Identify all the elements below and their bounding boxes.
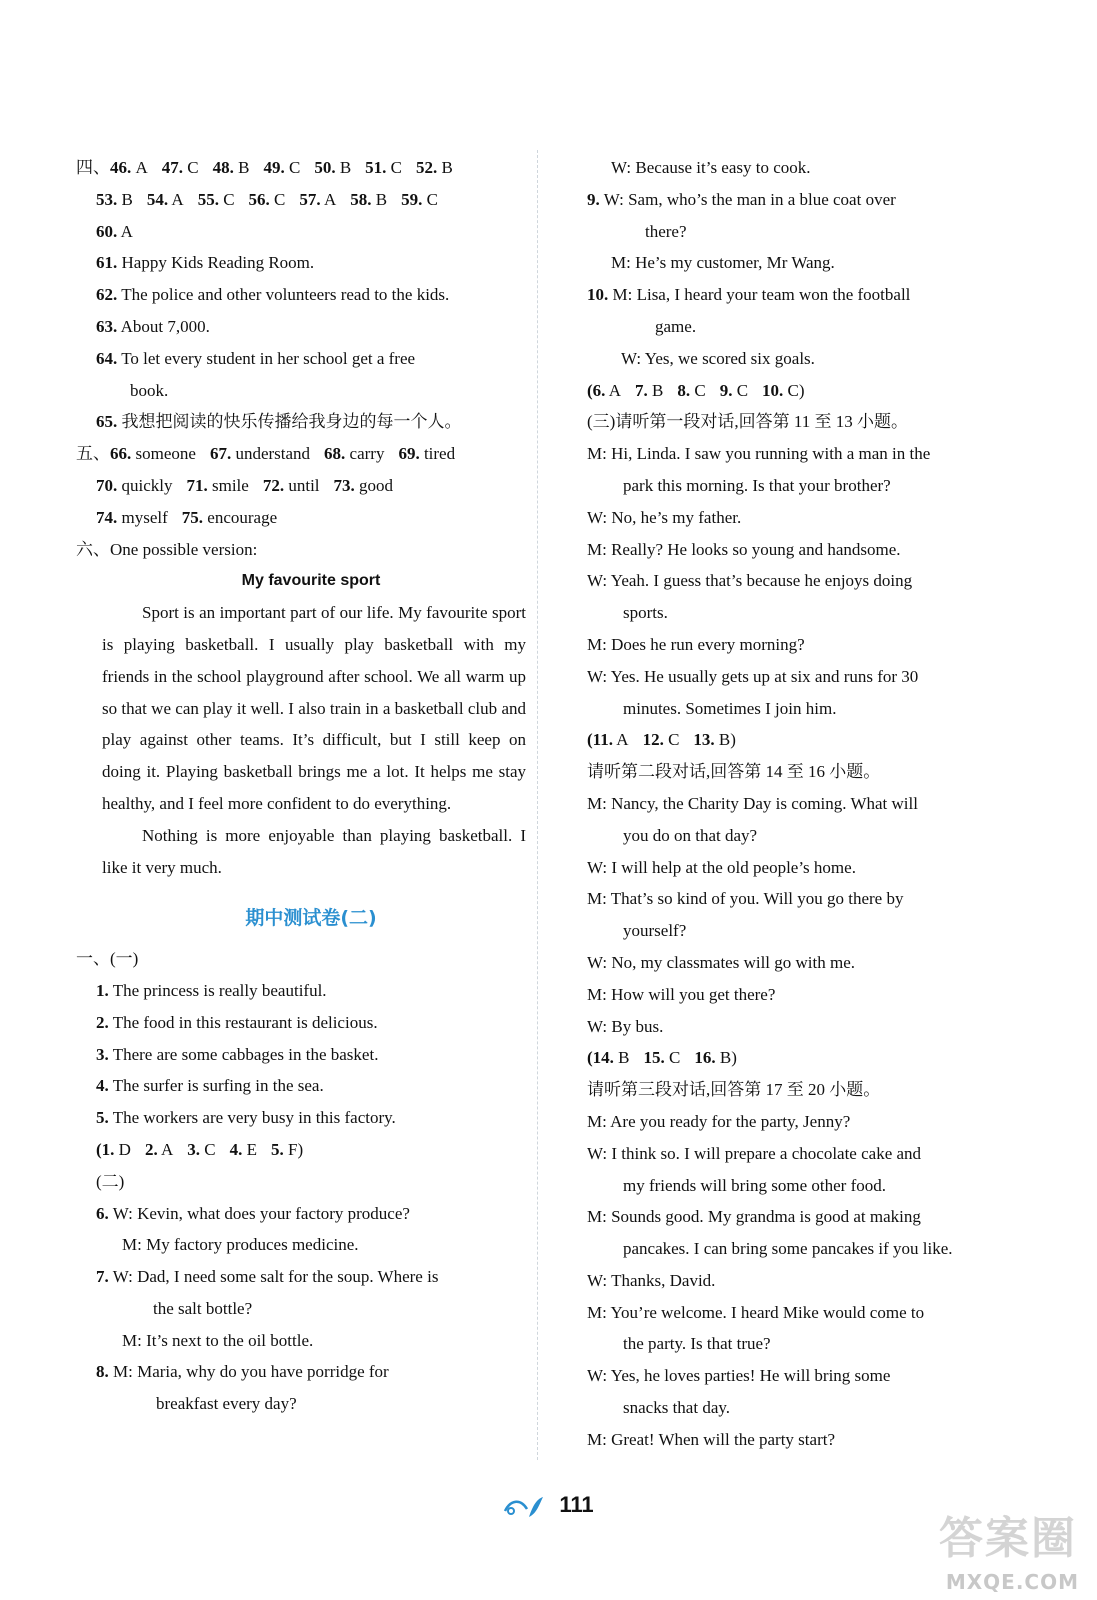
answer-row (96, 216, 526, 248)
answer-number: 57. (299, 189, 321, 209)
dialogue-line: M: It’s next to the oil bottle. (122, 1330, 314, 1350)
answer-pair (213, 158, 250, 177)
dialogue-line: M: Great! When will the party start? (587, 1429, 835, 1449)
section-label: 一、(一) (76, 949, 139, 969)
answer-value: B (618, 1048, 630, 1068)
section-label: 五、 (76, 444, 110, 464)
dialogue-line: M: That’s so kind of you. Will you go there by (587, 889, 904, 909)
answer-pair (96, 1140, 131, 1159)
answer-value: C (223, 189, 235, 209)
answer-number: 75. (181, 507, 204, 527)
dialogue-line-continued: park this morning. Is that your brother? (623, 475, 891, 495)
answer-number: 58. (350, 189, 372, 209)
answer-pair (324, 444, 384, 463)
dialogue-line-continued: you do on that day? (623, 825, 758, 845)
answer-value: C (390, 158, 402, 177)
answer-number: (11. (587, 730, 613, 750)
section-label: 六、 (76, 539, 110, 559)
answer-row (96, 1134, 526, 1166)
dialogue-line: W: I will help at the old people’s home. (587, 857, 856, 877)
answer-item: 63. About 7,000. (96, 316, 210, 336)
answer-value: C (288, 158, 301, 177)
answer-value: C (694, 380, 706, 400)
answer-value: B) (718, 730, 736, 750)
answer-value: C) (787, 380, 805, 400)
answer-number: 68. (324, 444, 346, 464)
answer-value: B (441, 158, 453, 177)
dialogue-line: M: Does he run every morning? (587, 634, 805, 654)
answer-value: C (736, 380, 749, 400)
dialogue-line: W: Yes. He usually gets up at six and runs for 30 (587, 666, 919, 686)
answer-number: 49. (263, 158, 285, 177)
left-column (76, 152, 526, 1420)
sentence-item: 1. The princess is really beautiful. (96, 980, 327, 1000)
answer-pair (644, 1048, 681, 1067)
dialogue-line: M: Hi, Linda. I saw you running with a man in the (587, 444, 931, 464)
answer-number: 8. (677, 380, 691, 400)
answer-pair (198, 190, 235, 209)
answer-pair (762, 381, 805, 400)
answer-number: 5. (271, 1139, 284, 1159)
answer-number: 51. (365, 158, 387, 177)
answer-pair (314, 158, 351, 177)
answer-item: 65. 我想把阅读的快乐传播给我身边的每一个人。 (96, 412, 462, 432)
dialogue-line: M: Nancy, the Charity Day is coming. What will (587, 793, 918, 813)
dialogue-line: M: How will you get there? (587, 984, 776, 1004)
answer-number: 69. (398, 444, 420, 464)
answer-value: B (238, 158, 250, 177)
answer-number: 48. (212, 158, 234, 177)
dialogue-line: 9. W: Sam, who’s the man in a blue coat over (587, 189, 896, 209)
answer-value: A (171, 189, 184, 209)
answer-number: 12. (642, 730, 664, 750)
answer-number: 73. (333, 475, 355, 495)
answer-pair (187, 1140, 215, 1159)
answer-value: A (323, 189, 337, 209)
answer-number: 56. (248, 189, 270, 209)
answer-value: A (616, 730, 629, 750)
essay-paragraph: Sport is an important part of our life. My favourite sport is playing basketball. I usually play basketball with my friends in the school playground after school. We all warm up so that we can play it well. I also train in a basketball club and play against other teams. It’s difficult, but I still keep on doing it. Playing basketball brings me a lot. It helps me stay healthy, and I feel more confident to do everything. (102, 603, 526, 813)
dialogue-line: 10. M: Lisa, I heard your team won the football (587, 285, 911, 305)
dialogue-line: W: I think so. I will prepare a chocolate cake and (587, 1143, 922, 1163)
section-label: 请听第二段对话,回答第 14 至 16 小题。 (587, 762, 881, 782)
dialogue-line: W: Yes, we scored six goals. (621, 348, 815, 368)
dialogue-line-continued: my friends will bring some other food. (623, 1175, 886, 1195)
watermark-site: MXQE.COM (945, 1570, 1079, 1594)
dialogue-line: W: Yeah. I guess that’s because he enjoys doing (587, 571, 913, 591)
answer-value: E (246, 1139, 258, 1159)
answer-pair (720, 381, 748, 400)
answer-pair (299, 190, 336, 209)
sentence-item: 5. The workers are very busy in this factory. (96, 1108, 396, 1128)
answer-row (587, 724, 1017, 756)
section-intro: 六、One possible version: (76, 539, 258, 559)
answer-value: encourage (207, 507, 278, 527)
answer-number: 53. (96, 189, 118, 209)
section-label: (三)请听第一段对话,回答第 11 至 13 小题。 (587, 412, 908, 432)
dialogue-line: M: Are you ready for the party, Jenny? (587, 1111, 851, 1131)
answer-number: 7. (635, 380, 648, 400)
answer-value: A (608, 380, 622, 400)
dialogue-line: W: Yes, he loves parties! He will bring some (587, 1366, 891, 1386)
dialogue-line: 8. M: Maria, why do you have porridge for (96, 1362, 389, 1382)
section-label: 请听第三段对话,回答第 17 至 20 小题。 (587, 1080, 881, 1100)
answer-pair (334, 476, 394, 495)
answer-item: 62. The police and other volunteers read to the kids. (96, 285, 450, 305)
page-number: 111 (559, 1492, 594, 1517)
column-divider (537, 150, 538, 1460)
dialogue-line-continued: pancakes. I can bring some pancakes if you like. (623, 1239, 953, 1259)
answer-value: B (652, 380, 664, 400)
answer-number: 46. (110, 158, 132, 177)
watermark-logo: 答案圈 (939, 1513, 1077, 1564)
dialogue-line: W: Because it’s easy to cook. (611, 158, 811, 177)
answer-value: C (668, 730, 680, 750)
answer-number: 50. (314, 158, 336, 177)
answer-number: 59. (401, 189, 423, 209)
answer-pair (271, 1140, 303, 1159)
answer-pair (210, 444, 310, 463)
answer-number: 55. (197, 189, 219, 209)
answer-value: tired (423, 444, 456, 464)
answer-pair (147, 190, 184, 209)
answer-number: 54. (146, 189, 169, 209)
sentence-item: 4. The surfer is surfing in the sea. (96, 1076, 324, 1096)
answer-value: B (339, 158, 352, 177)
answer-pair (694, 1048, 737, 1067)
answer-pair (96, 222, 133, 241)
dialogue-line: W: By bus. (587, 1016, 664, 1036)
answer-value: C (426, 189, 438, 209)
answer-value: C (204, 1139, 216, 1159)
answer-pair (110, 158, 148, 177)
midterm-title: 期中测试卷(二) (245, 907, 377, 930)
answer-value: A (135, 158, 148, 177)
answer-number: 16. (694, 1048, 716, 1068)
answer-number: 70. (96, 475, 118, 495)
answer-value: good (359, 475, 394, 495)
section-label: 四、 (76, 158, 110, 177)
answer-pair (635, 381, 663, 400)
answer-number: 2. (144, 1139, 158, 1159)
right-column (587, 152, 1017, 1456)
answer-number: 66. (110, 444, 132, 464)
answer-pair (263, 158, 300, 177)
answer-value: C (274, 189, 286, 209)
answer-pair (587, 381, 621, 400)
answer-number: 60. (96, 221, 118, 241)
answer-row (587, 1042, 1017, 1074)
answer-pair (587, 730, 629, 749)
answer-value: someone (135, 444, 196, 464)
dialogue-line: M: My factory produces medicine. (122, 1235, 359, 1255)
answer-row (76, 438, 526, 470)
answer-value: A (161, 1139, 174, 1159)
answer-pair (249, 190, 286, 209)
answer-pair (162, 158, 199, 177)
answer-value: C (669, 1048, 681, 1068)
answer-number: 10. (762, 380, 784, 400)
dialogue-line-continued: sports. (623, 603, 668, 623)
answer-number: 13. (693, 730, 715, 750)
answer-pair (110, 444, 196, 463)
answer-pair (230, 1140, 257, 1159)
answer-pair (677, 381, 705, 400)
dialogue-line: M: He’s my customer, Mr Wang. (611, 253, 835, 273)
answer-number: 9. (719, 380, 733, 400)
sentence-item: 2. The food in this restaurant is delicious. (96, 1012, 378, 1032)
answer-number: (6. (587, 380, 606, 400)
answer-number: (1. (96, 1139, 115, 1159)
answer-pair (187, 476, 249, 495)
dialogue-line: 7. W: Dad, I need some salt for the soup. Where is (96, 1267, 439, 1287)
answer-pair (145, 1140, 173, 1159)
answer-value: A (120, 221, 133, 241)
answer-item-continued: book. (130, 380, 169, 400)
dialogue-line-continued: minutes. Sometimes I join him. (623, 698, 837, 718)
answer-pair (416, 158, 453, 177)
answer-row (96, 470, 526, 502)
answer-row (76, 152, 526, 184)
dialogue-line-continued: snacks that day. (623, 1398, 731, 1418)
answer-pair (350, 190, 387, 209)
essay-title: My favourite sport (241, 572, 381, 590)
dialogue-line: M: Really? He looks so young and handsome. (587, 539, 901, 559)
answer-number: 47. (161, 158, 184, 177)
answer-number: 4. (229, 1139, 243, 1159)
answer-value: smile (212, 475, 249, 495)
answer-pair (401, 190, 438, 209)
dialogue-line: M: Sounds good. My grandma is good at making (587, 1207, 921, 1227)
dialogue-line-continued: the salt bottle? (153, 1298, 253, 1318)
answer-number: 15. (643, 1048, 665, 1068)
answer-pair (182, 508, 277, 527)
dialogue-line-continued: yourself? (623, 921, 687, 941)
answer-pair (96, 476, 173, 495)
answer-number: 52. (416, 158, 438, 177)
answer-number: 71. (186, 475, 208, 495)
answer-value: B (375, 189, 388, 209)
answer-number: 72. (262, 475, 285, 495)
section-label: (二) (96, 1171, 125, 1191)
answer-item: 61. Happy Kids Reading Room. (96, 253, 315, 273)
answer-value: carry (349, 444, 385, 464)
answer-pair (587, 1048, 630, 1067)
answer-pair (365, 158, 402, 177)
answer-number: 3. (187, 1139, 201, 1159)
answer-pair (96, 508, 168, 527)
answer-number: 74. (96, 507, 118, 527)
dialogue-line-continued: there? (645, 221, 687, 241)
answer-pair (398, 444, 455, 463)
dialogue-line: W: No, he’s my father. (587, 507, 742, 527)
answer-value: quickly (121, 475, 173, 495)
answer-number: 67. (209, 444, 232, 464)
answer-value: myself (121, 507, 168, 527)
dialogue-line: W: No, my classmates will go with me. (587, 952, 856, 972)
answer-pair (643, 730, 680, 749)
answer-value: understand (235, 444, 311, 464)
dialogue-line-continued: game. (655, 316, 697, 336)
dialogue-line-continued: breakfast every day? (156, 1394, 297, 1414)
answer-value: until (288, 475, 320, 495)
answer-pair (693, 730, 736, 749)
sentence-item: 3. There are some cabbages in the basket. (96, 1044, 379, 1064)
answer-pair (263, 476, 320, 495)
essay-paragraph: Nothing is more enjoyable than playing basketball. I like it very much. (102, 825, 526, 877)
answer-pair (96, 190, 133, 209)
dialogue-line: M: You’re welcome. I heard Mike would come to (587, 1302, 925, 1322)
fish-icon (503, 1495, 545, 1521)
dialogue-line: 6. W: Kevin, what does your factory produce? (96, 1203, 410, 1223)
page-footer (0, 1492, 1097, 1521)
answer-value: B) (719, 1048, 737, 1068)
answer-item: 64. To let every student in her school get a free (96, 348, 416, 368)
answer-value: D (118, 1139, 131, 1159)
answer-row (96, 184, 526, 216)
answer-value: F) (288, 1139, 304, 1159)
answer-number: (14. (587, 1048, 614, 1068)
answer-value: B (121, 189, 133, 209)
dialogue-line: W: Thanks, David. (587, 1270, 716, 1290)
answer-row (96, 502, 526, 534)
answer-row (587, 375, 1017, 407)
answer-value: C (187, 158, 199, 177)
dialogue-line-continued: the party. Is that true? (623, 1334, 771, 1354)
